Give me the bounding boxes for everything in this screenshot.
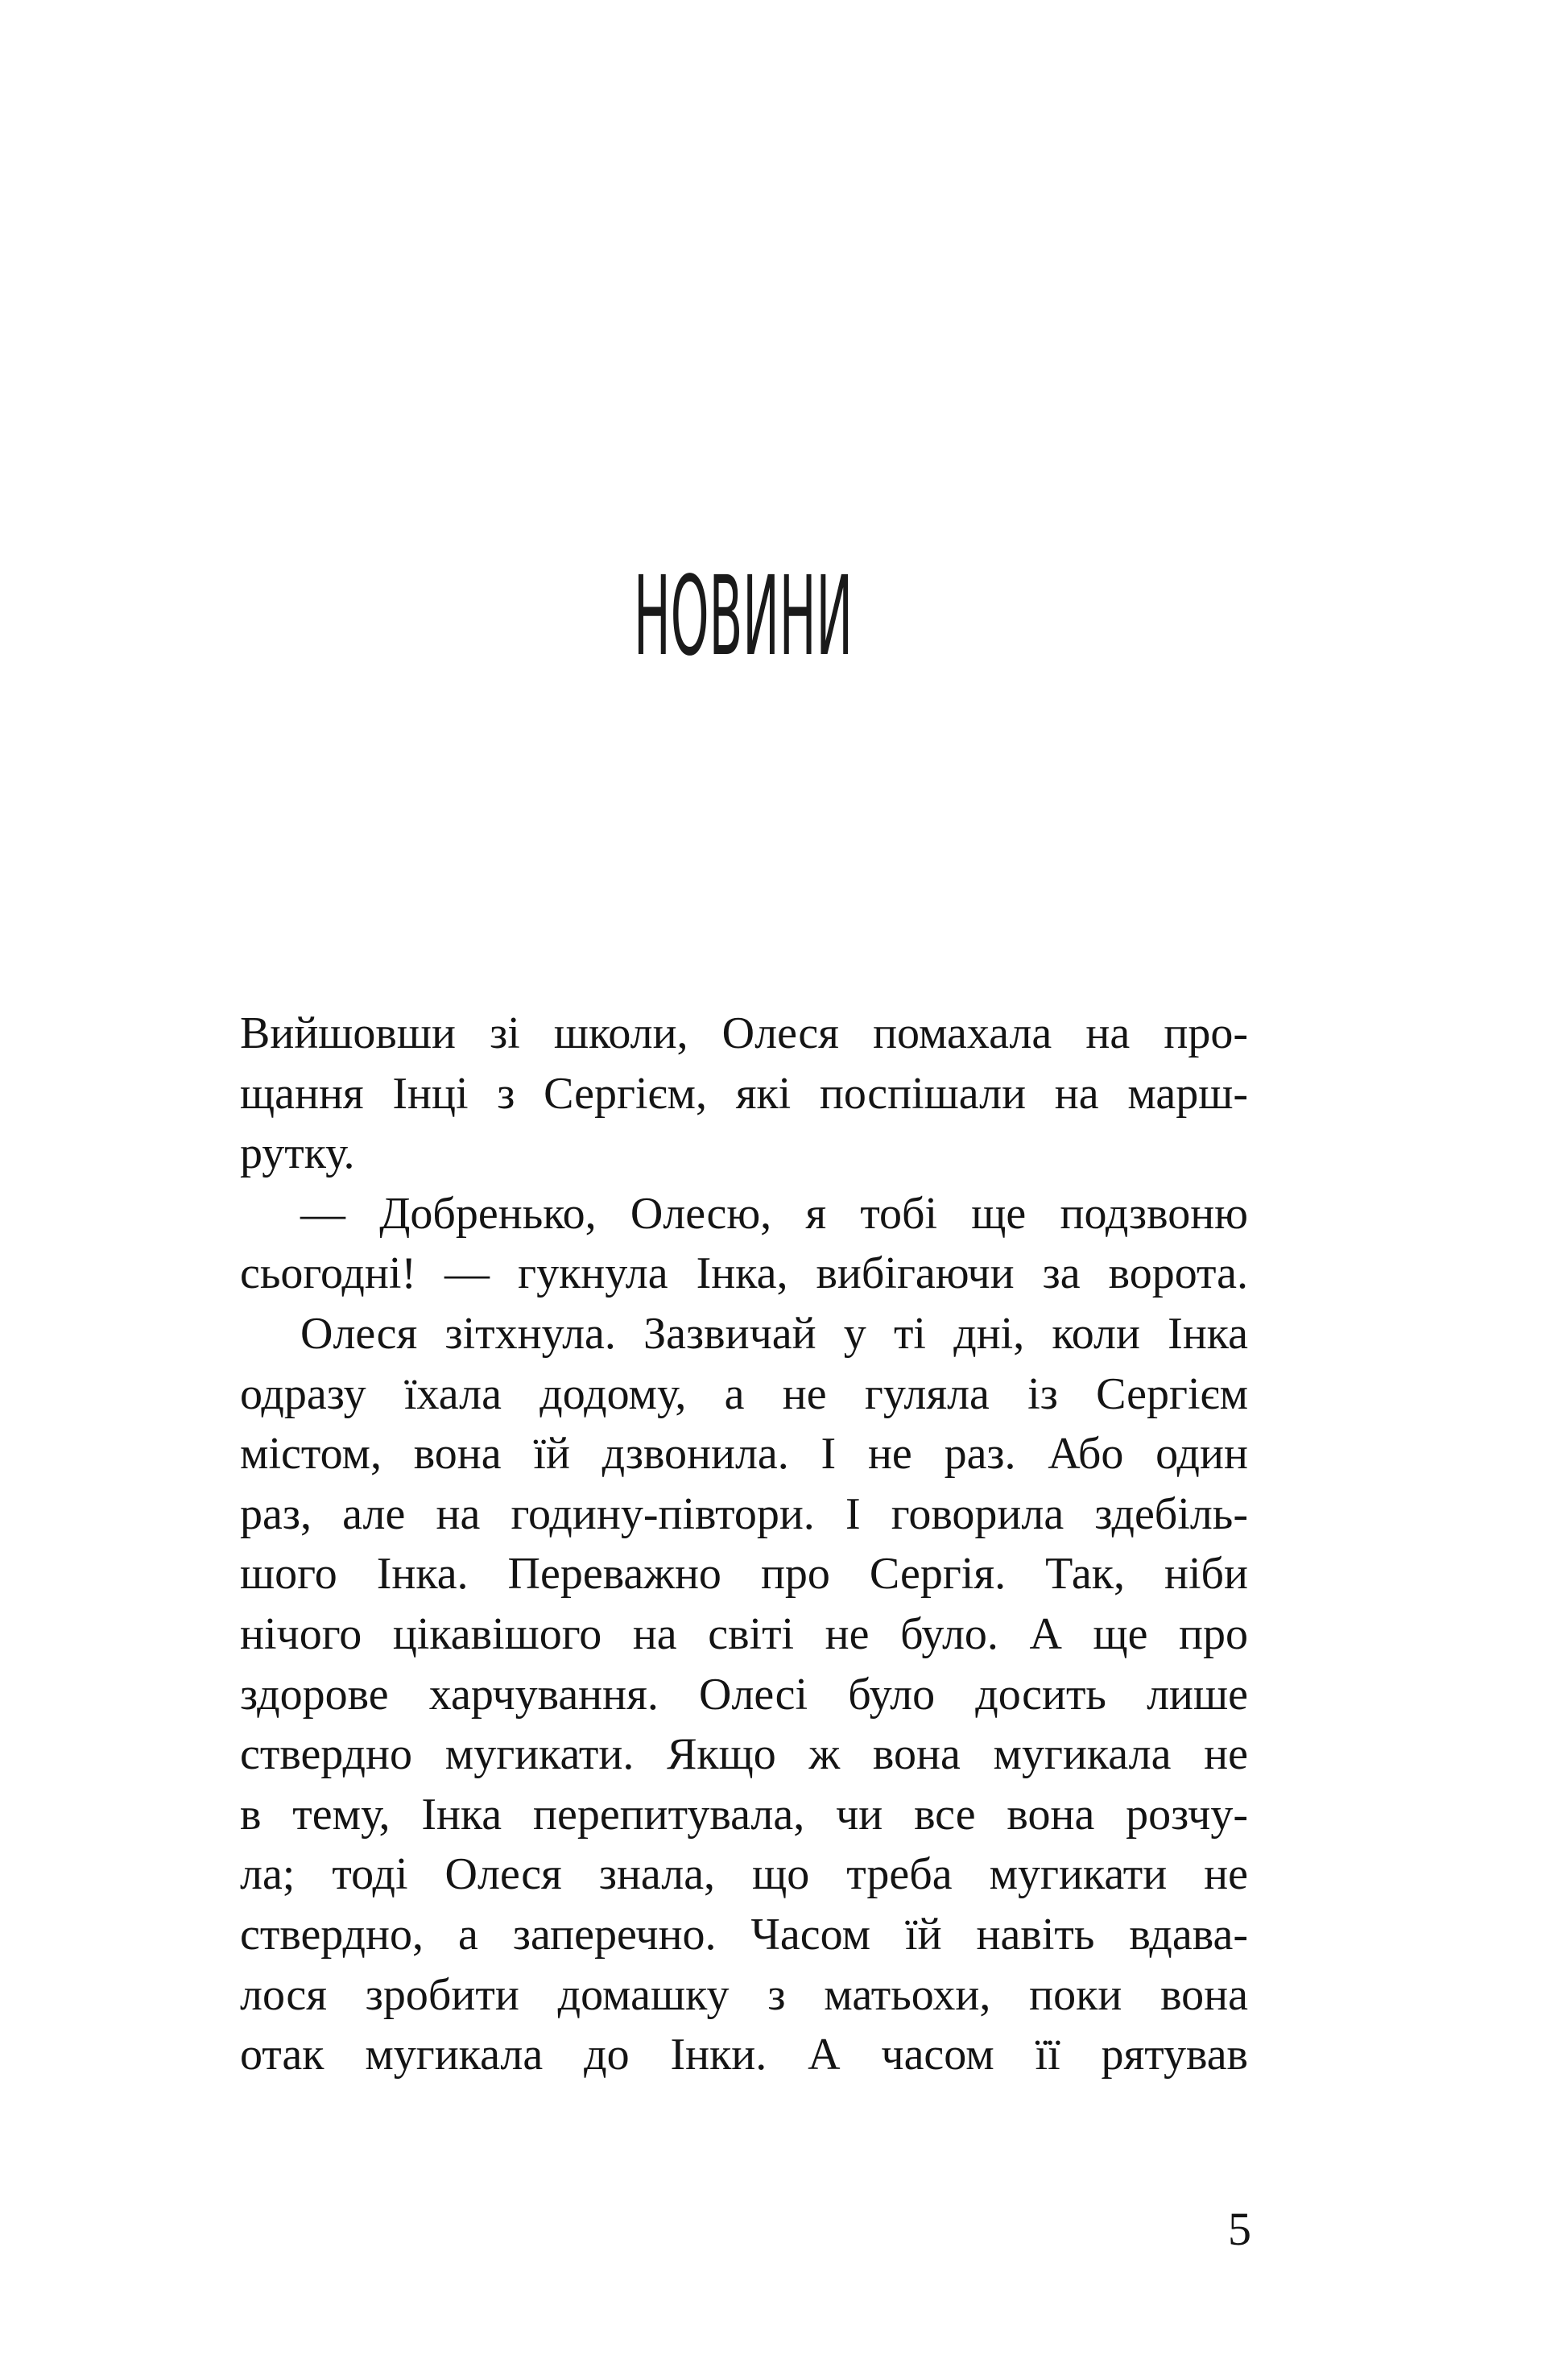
- text-line: в тему, Інка перепитувала, чи все вона розчу-: [240, 1789, 1248, 1840]
- text-line: — Добренько, Олесю, я тобі ще подзвоню: [300, 1188, 1248, 1239]
- page-number: 5: [1228, 2203, 1251, 2255]
- chapter-title-graphic: [634, 553, 853, 681]
- chapter-title: [634, 553, 853, 681]
- text-line: щання Інці з Сергієм, які поспішали на марш-: [240, 1068, 1248, 1119]
- text-line: нічого цікавішого на світі не було. А ще про: [240, 1608, 1248, 1659]
- body-text: [240, 1004, 1248, 2085]
- text-line: рутку.: [240, 1128, 355, 1179]
- text-line: Олеся зітхнула. Зазвичай у ті дні, коли Інка: [300, 1308, 1248, 1359]
- text-line: шого Інка. Переважно про Сергія. Так, ніби: [240, 1549, 1248, 1600]
- text-line: Вийшовши зі школи, Олеся помахала на про-: [240, 1008, 1248, 1058]
- text-line: ла; тоді Олеся знала, що треба мугикати не: [240, 1849, 1248, 1900]
- text-line: містом, вона їй дзвонила. І не раз. Або один: [240, 1429, 1248, 1480]
- text-line: ствердно, а заперечно. Часом їй навіть вдава-: [240, 1909, 1248, 1960]
- text-line: одразу їхала додому, а не гуляла із Сергієм: [240, 1368, 1248, 1419]
- chapter-title-text: НОВИНИ: [634, 553, 853, 681]
- text-line: раз, але на годину-півтори. І говорила здебіль-: [240, 1488, 1248, 1539]
- text-line: отак мугикала до Інки. А часом її рятував: [240, 2030, 1248, 2080]
- text-line: сьогодні! — гукнула Інка, вибігаючи за ворота.: [240, 1248, 1248, 1299]
- text-line: ствердно мугикати. Якщо ж вона мугикала не: [240, 1729, 1248, 1780]
- text-line: здорове харчування. Олесі було досить лише: [240, 1669, 1248, 1720]
- text-line: лося зробити домашку з матьохи, поки вона: [240, 1969, 1248, 2020]
